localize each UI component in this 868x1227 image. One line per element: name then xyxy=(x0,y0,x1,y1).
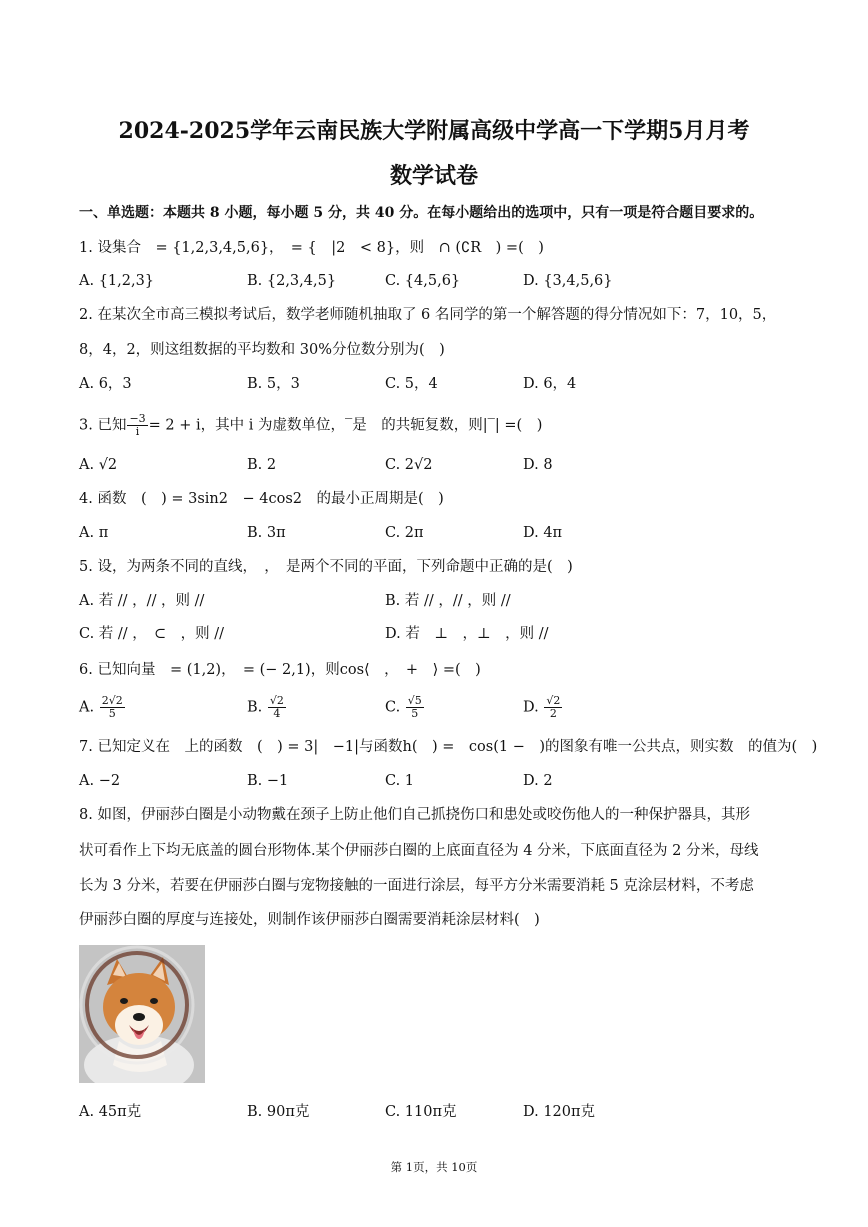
question-3-stem xyxy=(79,413,542,438)
q3-frac-denominator: i xyxy=(135,425,140,438)
q6-option-b xyxy=(247,695,287,720)
q3-option-a: A. √2 xyxy=(79,457,118,473)
q6-d-numerator: √2 xyxy=(546,694,561,707)
q5-option-c: C. 若 // ， ⊂ ，则 // xyxy=(79,626,225,642)
q6-c-numerator: √5 xyxy=(407,694,422,707)
q4-option-c: C. 2π xyxy=(385,525,424,541)
question-6-stem: 6. 已知向量 = (1,2)， = (− 2,1)，则cos⟨ ， + ⟩ =( ) xyxy=(79,662,481,678)
exam-title: 2024-2025学年云南民族大学附属高级中学高一下学期5月月考 xyxy=(118,118,750,144)
q7-option-d: D. 2 xyxy=(523,773,553,789)
q3-option-b: B. 2 xyxy=(247,457,277,473)
q3-option-c: C. 2√2 xyxy=(385,457,433,473)
q6-option-d-label: D. xyxy=(523,699,539,716)
exam-subtitle: 数学试卷 xyxy=(389,163,478,189)
q6-option-a-label: A. xyxy=(79,699,95,716)
q8-option-b: B. 90π克 xyxy=(247,1104,310,1120)
q6-option-b-label: B. xyxy=(247,699,263,716)
question-5-stem: 5. 设，为两条不同的直线， ， 是两个不同的平面，下列命题中正确的是( ) xyxy=(79,559,573,575)
q6-c-denominator: 5 xyxy=(411,707,419,720)
q3-frac-numerator: −3 xyxy=(129,412,146,425)
q6-option-c-fraction xyxy=(406,695,424,720)
question-4-stem: 4. 函数 ( ) = 3sin2 − 4cos2 的最小正周期是( ) xyxy=(79,491,444,507)
q3-option-d: D. 8 xyxy=(523,457,553,473)
q3-stem-prefix: 3. 已知 xyxy=(79,417,127,434)
q6-option-a xyxy=(79,695,126,720)
q4-option-a: A. π xyxy=(79,525,109,541)
q6-d-denominator: 2 xyxy=(549,707,557,720)
question-1-stem: 1. 设集合 = {1,2,3,4,5,6}， = { |2 < 8}，则 ∩ (∁R ) =( ) xyxy=(79,240,544,256)
q1-option-c: C. {4,5,6} xyxy=(385,273,461,289)
question-2-stem-line1: 2. 在某次全市高三模拟考试后，数学老师随机抽取了 6 名同学的第一个解答题的得分情况如下：7，10，5， xyxy=(79,307,777,323)
q6-option-c xyxy=(385,695,425,720)
q5-option-a: A. 若 // ，// ，则 // xyxy=(79,593,205,609)
question-8-stem-line1: 8. 如图，伊丽莎白圈是小动物戴在颈子上防止他们自己抓挠伤口和患处或咬伤他人的一种保护器具，其形 xyxy=(79,807,750,823)
q6-option-d-fraction xyxy=(544,695,562,720)
q5-option-d: D. 若 ⊥ ，⊥ ，则 // xyxy=(385,626,549,642)
q2-option-c: C. 5，4 xyxy=(385,376,438,392)
shiba-dog-illustration xyxy=(79,945,205,1083)
q6-a-denominator: 5 xyxy=(108,707,116,720)
q6-option-c-label: C. xyxy=(385,699,401,716)
q6-option-a-fraction xyxy=(100,695,125,720)
question-8-stem-line2: 状可看作上下均无底盖的圆台形物体.某个伊丽莎白圈的上底面直径为 4 分米，下底面直径为 2 分米，母线 xyxy=(79,843,759,859)
q3-stem-suffix: = 2 + i，其中 i 为虚数单位，‾是 的共轭复数，则|‾| =( ) xyxy=(148,417,543,434)
q3-fraction xyxy=(127,413,147,438)
q2-option-b: B. 5，3 xyxy=(247,376,300,392)
q6-b-numerator: √2 xyxy=(269,694,284,707)
q1-option-d: D. {3,4,5,6} xyxy=(523,273,613,289)
q6-option-d xyxy=(523,695,563,720)
q7-option-c: C. 1 xyxy=(385,773,415,789)
question-8-stem-line3: 长为 3 分米，若要在伊丽莎白圈与宠物接触的一面进行涂层，每平方分米需要消耗 5 克涂层材料，不考虑 xyxy=(79,878,754,894)
section-heading: 一、单选题：本题共 8 小题，每小题 5 分，共 40 分。在每小题给出的选项中，只有一项是符合题目要求的。 xyxy=(79,205,764,221)
question-7-stem: 7. 已知定义在 上的函数 ( ) = 3| −1|与函数h( ) = cos(1 − )的图象有唯一公共点，则实数 的值为( ) xyxy=(79,739,818,755)
q7-option-a: A. −2 xyxy=(79,773,121,789)
q6-a-numerator: 2√2 xyxy=(101,694,123,707)
q4-option-b: B. 3π xyxy=(247,525,286,541)
q6-option-b-fraction xyxy=(268,695,286,720)
q2-option-a: A. 6，3 xyxy=(79,376,132,392)
page-footer: 第 1页，共 10页 xyxy=(390,1160,478,1174)
q8-option-c: C. 110π克 xyxy=(385,1104,457,1120)
q8-option-d: D. 120π克 xyxy=(523,1104,596,1120)
q5-option-b: B. 若 // ，// ，则 // xyxy=(385,593,511,609)
q4-option-d: D. 4π xyxy=(523,525,563,541)
q1-option-a: A. {1,2,3} xyxy=(79,273,155,289)
q8-option-a: A. 45π克 xyxy=(79,1104,142,1120)
question-8-stem-line4: 伊丽莎白圈的厚度与连接处，则制作该伊丽莎白圈需要消耗涂层材料( ) xyxy=(79,912,540,928)
dog-with-cone-image xyxy=(79,945,205,1083)
question-2-stem-line2: 8，4，2，则这组数据的平均数和 30%分位数分别为( ) xyxy=(79,342,445,358)
q1-option-b: B. {2,3,4,5} xyxy=(247,273,337,289)
q2-option-d: D. 6，4 xyxy=(523,376,577,392)
q7-option-b: B. −1 xyxy=(247,773,289,789)
q6-b-denominator: 4 xyxy=(273,707,281,720)
